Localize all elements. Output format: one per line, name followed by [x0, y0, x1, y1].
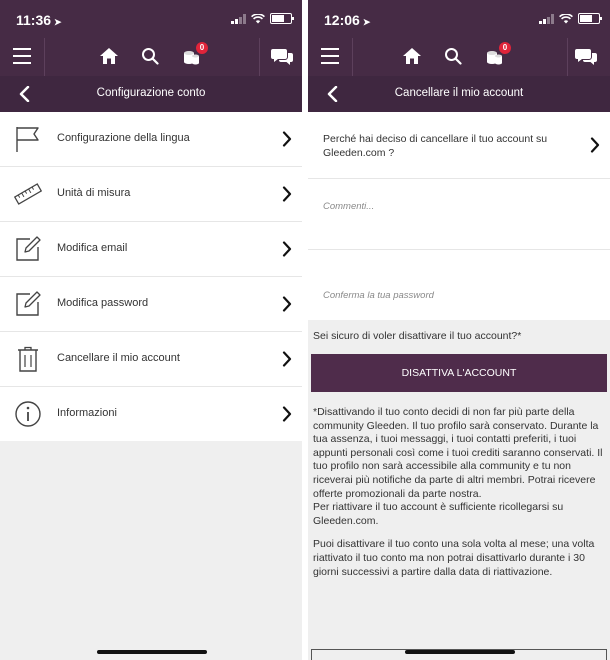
reason-selector[interactable] — [308, 112, 610, 179]
wifi-icon — [559, 14, 573, 24]
chevron-right-icon — [590, 137, 600, 153]
title-bar — [308, 76, 610, 112]
title-bar — [0, 76, 302, 112]
menu-label: Informazioni — [57, 407, 117, 419]
left-screen — [0, 0, 302, 660]
edit-icon — [14, 290, 42, 318]
comments-placeholder: Commenti... — [323, 201, 375, 212]
note-paragraph: *Disattivando il tuo conto decidi di non far più parte della community Gleeden. Il tuo profilo sarà conservato. Durante la tua assenza, i tuoi messaggi, i tuoi contatti preferiti, i tuoi appunti personali così come i tuoi crediti saranno conservati. Il tuo profilo non sarà accessibile alla community e tu non riceverai più notifiche da parte di altri membri. Potrai ricevere offerte promozionali da parte nostra. — [313, 406, 603, 500]
confirm-question: Sei sicuro di voler disattivare il tuo account?* — [313, 330, 522, 342]
signal-icon — [231, 14, 246, 24]
chevron-right-icon — [282, 296, 292, 312]
menu-label: Unità di misura — [57, 187, 131, 199]
password-confirm-input[interactable] — [308, 250, 610, 320]
menu-label: Modifica password — [57, 297, 149, 309]
menu-item-edit-password[interactable] — [0, 277, 302, 332]
delete-account-form — [308, 112, 610, 320]
search-icon[interactable] — [444, 47, 462, 65]
home-indicator[interactable] — [97, 650, 207, 654]
deactivation-note — [308, 392, 610, 579]
chevron-right-icon — [282, 406, 292, 422]
menu-label: Cancellare il mio account — [57, 352, 180, 364]
location-arrow-icon: ➤ — [362, 17, 371, 27]
menu-item-delete-account[interactable] — [0, 332, 302, 387]
settings-menu — [0, 112, 302, 441]
credits-button[interactable] — [486, 43, 508, 65]
comments-input[interactable] — [308, 179, 610, 250]
menu-label: Configurazione della lingua — [57, 132, 190, 144]
credits-button[interactable] — [183, 43, 205, 65]
chat-icon[interactable] — [575, 47, 597, 66]
page-title: Configurazione conto — [96, 87, 206, 99]
chat-icon[interactable] — [271, 47, 293, 66]
home-indicator[interactable] — [405, 650, 515, 654]
note-paragraph: Per riattivare il tuo account è sufficiente ricollegarsi su Gleeden.com. — [313, 501, 564, 527]
chevron-right-icon — [282, 186, 292, 202]
right-screen — [308, 0, 610, 660]
note-paragraph: Puoi disattivare il tuo conto una sola volta al mese; una volta riattivato il tuo conto ma non potrai disattivarlo durante i 30 giorni successivi a partire dalla data di riattivazione. — [313, 538, 595, 578]
menu-item-info[interactable] — [0, 387, 302, 441]
battery-icon — [270, 13, 292, 24]
menu-item-edit-email[interactable] — [0, 222, 302, 277]
battery-icon — [578, 13, 600, 24]
status-bar — [308, 0, 610, 38]
notification-badge: 0 — [499, 42, 511, 54]
status-bar — [0, 0, 302, 38]
menu-item-language[interactable] — [0, 112, 302, 167]
menu-label: Modifica email — [57, 242, 128, 254]
nav-bar — [308, 38, 610, 76]
signal-icon — [539, 14, 554, 24]
password-placeholder: Conferma la tua password — [323, 290, 434, 301]
notification-badge: 0 — [196, 42, 208, 54]
home-icon[interactable] — [99, 47, 119, 65]
hamburger-menu-icon[interactable] — [13, 48, 31, 64]
nav-bar — [0, 38, 302, 76]
home-icon[interactable] — [402, 47, 422, 65]
ruler-icon — [14, 180, 42, 208]
reason-text: Perché hai deciso di cancellare il tuo account su Gleeden.com ? — [323, 133, 548, 159]
search-icon[interactable] — [141, 47, 159, 65]
edit-icon — [14, 235, 42, 263]
chevron-right-icon — [282, 131, 292, 147]
status-time: 12:06 ➤ — [324, 12, 371, 28]
wifi-icon — [251, 14, 265, 24]
menu-item-units[interactable] — [0, 167, 302, 222]
info-icon — [14, 400, 42, 428]
status-time: 11:36 ➤ — [16, 12, 62, 28]
page-title: Cancellare il mio account — [394, 87, 524, 99]
flag-icon — [14, 125, 42, 153]
hamburger-menu-icon[interactable] — [321, 48, 339, 64]
trash-icon — [14, 345, 42, 373]
chevron-right-icon — [282, 241, 292, 257]
location-arrow-icon: ➤ — [54, 17, 62, 27]
chevron-right-icon — [282, 351, 292, 367]
deactivate-account-button[interactable]: DISATTIVA L'ACCOUNT — [311, 354, 607, 392]
